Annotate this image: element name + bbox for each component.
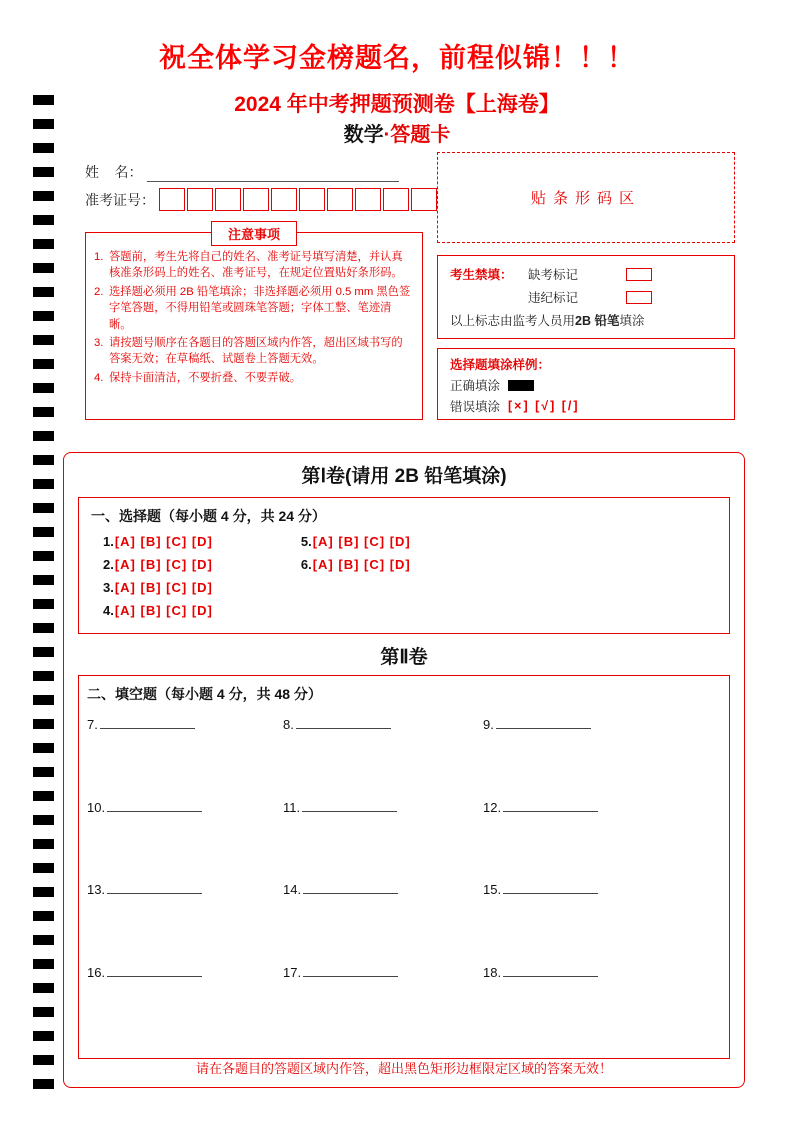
choice-question-1 <box>103 534 213 557</box>
answer-blank-line[interactable] <box>503 964 598 977</box>
subject-name: 数学 <box>343 124 384 146</box>
exam-number-row <box>85 188 437 211</box>
choice-section-title: 一、选择题（每小题 4 分，共 24 分） <box>91 508 326 524</box>
footer-warning: 请在各题目的答题区域内作答，超出黑色矩形边框限定区域的答案无效！ <box>195 1061 612 1076</box>
question-number: 10. <box>87 799 106 815</box>
part2-title: 第Ⅱ卷 <box>380 647 428 668</box>
barcode-paste-area <box>437 152 735 243</box>
violation-mark-row <box>450 288 722 306</box>
choice-question-4 <box>103 603 213 626</box>
exam-number-box[interactable] <box>383 188 409 211</box>
absent-mark-box[interactable] <box>626 268 652 281</box>
blank-question-13 <box>87 881 283 897</box>
notice-box <box>85 227 423 420</box>
answer-options[interactable]: [A] [B] [C] [D] <box>312 534 411 549</box>
blank-question-17 <box>283 964 483 980</box>
choice-grid <box>91 534 719 626</box>
question-number: 17. <box>283 964 302 980</box>
exam-number-box[interactable] <box>159 188 185 211</box>
question-number: 5. <box>300 534 312 549</box>
barcode-label: 贴条形码区 <box>530 190 641 207</box>
exam-number-box[interactable] <box>411 188 437 211</box>
notice-item-text: 答题前，考生先将自己的姓名、准考证号填写清楚，并认真核准条形码上的姓名、准考证号，在规定位置贴好条形码。 <box>109 251 403 280</box>
question-number: 15. <box>483 882 502 897</box>
answer-options[interactable]: [A] [B] [C] [D] <box>312 557 411 572</box>
forbidden-label: 考生禁填： <box>450 268 513 282</box>
blank-question-12 <box>483 799 719 815</box>
question-number: 11. <box>283 799 301 815</box>
exam-number-box[interactable] <box>187 188 213 211</box>
notice-item-number: 3. <box>94 336 104 349</box>
question-number: 6. <box>300 557 312 572</box>
notice-item-text: 请按题号顺序在各题目的答题区域内作答，超出区域书写的答案无效；在草稿纸、试题卷上答题无效。 <box>109 336 403 366</box>
absent-mark-label: 缺考标记 <box>528 268 579 282</box>
exam-number-box[interactable] <box>243 188 269 211</box>
answer-options[interactable]: [A] [B] [C] [D] <box>114 603 213 618</box>
correct-sample-row <box>450 376 722 394</box>
banner-slogan: 祝全体学习金榜题名，前程似锦！！！ <box>159 43 635 73</box>
answer-blank-line[interactable] <box>100 716 195 729</box>
blank-section-box <box>78 675 730 1059</box>
question-number: 9. <box>483 717 494 732</box>
question-number: 18. <box>483 964 502 980</box>
answer-area <box>63 452 745 1088</box>
fill-sample-box <box>437 348 735 420</box>
blank-question-9 <box>483 716 719 732</box>
notice-item-number: 1. <box>94 251 104 263</box>
notice-item <box>94 370 414 386</box>
timing-marks-column <box>33 95 54 1090</box>
question-number: 14. <box>283 882 302 897</box>
answer-blank-line[interactable] <box>296 716 391 729</box>
choice-section-box <box>78 497 730 634</box>
wrong-fill-sample-marks: [×] [√] [/] <box>508 399 580 413</box>
forbidden-note-prefix: 以上标志由监考人员用 <box>450 314 576 328</box>
violation-mark-box[interactable] <box>626 291 652 304</box>
sample-title: 选择题填涂样例： <box>450 358 551 372</box>
choice-question-5 <box>301 534 411 557</box>
blank-section-title: 二、填空题（每小题 4 分，共 48 分） <box>87 686 322 702</box>
wrong-sample-row <box>450 397 722 415</box>
blank-question-11 <box>283 799 483 815</box>
question-number: 1. <box>103 534 114 549</box>
blank-question-7 <box>87 716 283 732</box>
notice-item-number: 4. <box>94 371 104 384</box>
question-number: 16. <box>87 964 106 980</box>
answer-blank-line[interactable] <box>302 799 397 812</box>
question-number: 8. <box>283 717 294 732</box>
answer-blank-line[interactable] <box>107 881 202 894</box>
exam-number-box[interactable] <box>327 188 353 211</box>
notice-item <box>94 284 414 333</box>
answer-options[interactable]: [A] [B] [C] [D] <box>114 580 213 595</box>
notice-title: 注意事项 <box>211 221 297 246</box>
question-number: 7. <box>87 717 98 732</box>
notice-item <box>94 335 414 368</box>
blank-question-8 <box>283 716 483 732</box>
correct-fill-label: 正确填涂 <box>450 379 501 393</box>
subtitle-suffix: ·答题卡 <box>383 124 451 146</box>
exam-number-label: 准考证号： <box>85 191 155 208</box>
notice-item <box>94 249 414 282</box>
name-row <box>85 162 399 182</box>
name-input-line[interactable] <box>147 168 399 182</box>
exam-subtitle <box>0 118 794 147</box>
answer-blank-line[interactable] <box>503 881 598 894</box>
exam-number-box[interactable] <box>271 188 297 211</box>
wrong-fill-label: 错误填涂 <box>450 400 501 414</box>
answer-blank-line[interactable] <box>107 964 202 977</box>
exam-number-box[interactable] <box>215 188 241 211</box>
absent-mark-row <box>450 265 722 283</box>
answer-blank-line[interactable] <box>107 799 202 812</box>
answer-options[interactable]: [A] [B] [C] [D] <box>114 557 213 572</box>
forbidden-note-suffix: 填涂 <box>619 314 645 328</box>
choice-question-6 <box>301 557 411 580</box>
blank-grid <box>87 716 719 1046</box>
answer-blank-line[interactable] <box>303 881 398 894</box>
exam-number-box[interactable] <box>355 188 381 211</box>
forbidden-note-bold: 2B 铅笔 <box>575 314 620 328</box>
blank-question-18 <box>483 964 719 980</box>
examinee-forbidden-box <box>437 255 735 339</box>
blank-question-15 <box>483 881 719 897</box>
exam-number-boxes <box>159 188 437 211</box>
choice-question-3 <box>103 580 213 603</box>
blank-question-16 <box>87 964 283 980</box>
violation-mark-label: 违纪标记 <box>528 291 579 305</box>
answer-options[interactable]: [A] [B] [C] [D] <box>114 534 213 549</box>
question-number: 13. <box>87 882 106 897</box>
answer-blank-line[interactable] <box>496 716 591 729</box>
blank-question-14 <box>283 881 483 897</box>
choice-question-2 <box>103 557 213 580</box>
forbidden-note <box>450 311 722 329</box>
blank-question-10 <box>87 799 283 815</box>
notice-item-text: 保持卡面清洁，不要折叠、不要弄破。 <box>109 371 302 384</box>
question-number: 2. <box>103 557 114 572</box>
part1-title: 第Ⅰ卷(请用 2B 铅笔填涂) <box>301 466 507 487</box>
question-number: 12. <box>483 799 502 815</box>
exam-number-box[interactable] <box>299 188 325 211</box>
answer-blank-line[interactable] <box>303 964 398 977</box>
exam-title: 2024 年中考押题预测卷【上海卷】 <box>234 93 560 116</box>
question-number: 4. <box>103 603 114 618</box>
answer-blank-line[interactable] <box>503 799 598 812</box>
notice-item-text: 选择题必须用 2B 铅笔填涂；非选择题必须用 0.5 mm 黑色签字笔答题，不得用铅笔或圆珠笔答题；字体工整、笔迹清晰。 <box>109 285 411 331</box>
notice-item-number: 2. <box>94 285 104 298</box>
question-number: 3. <box>103 580 114 595</box>
name-label: 姓 名： <box>85 164 143 180</box>
correct-fill-sample-mark <box>508 380 534 391</box>
